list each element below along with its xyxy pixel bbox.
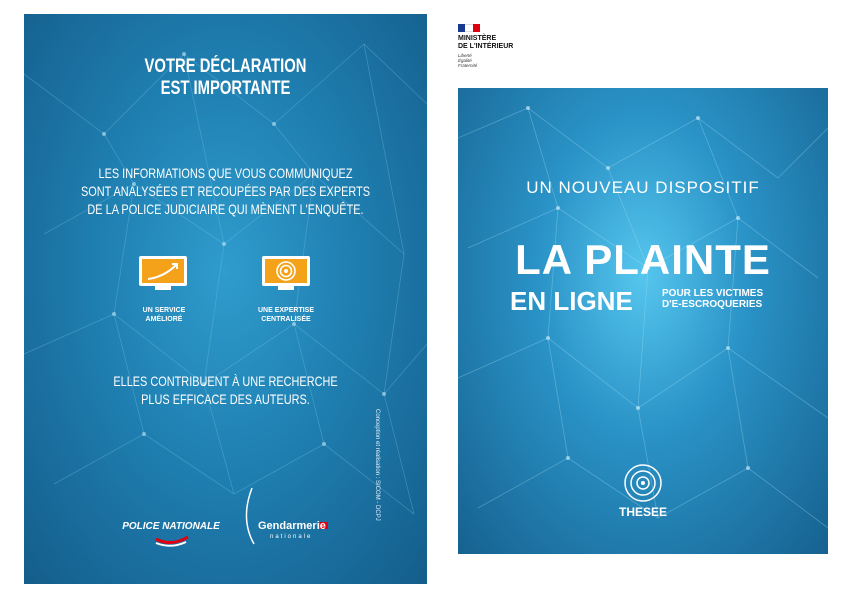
feature-label: CENTRALISÉE — [261, 316, 311, 323]
thesee-label: THESEE — [618, 505, 667, 519]
print-reference: Conception et réalisation : SICOM - DCPJ — [374, 409, 380, 521]
ministry-name — [458, 35, 558, 51]
motto-line: Égalité — [458, 58, 472, 63]
victims-tagline — [662, 288, 763, 310]
thesee-logo — [615, 461, 671, 521]
info-paragraph — [68, 164, 382, 218]
declaration-title — [68, 56, 382, 100]
gendarmerie-label: Gendarmerie — [258, 520, 326, 532]
target-monitor-icon — [262, 256, 310, 290]
contribution-paragraph — [68, 372, 382, 408]
marianne-flag-icon — [458, 24, 480, 32]
info-line: LES INFORMATIONS QUE VOUS COMMUNIQUEZ — [98, 165, 353, 181]
ministry-name-line: MINISTÈRE — [458, 35, 497, 42]
feature-centralized-expertise — [246, 306, 326, 324]
police-label: POLICE NATIONALE — [122, 521, 220, 532]
police-nationale-logo — [116, 509, 226, 549]
victims-line: D'E-ESCROQUERIES — [662, 299, 763, 310]
feature-improved-service — [124, 306, 204, 324]
title-line: VOTRE DÉCLARATION — [144, 56, 307, 77]
complaint-title: LA PLAINTE — [515, 236, 771, 283]
feature-label: UN SERVICE — [142, 307, 186, 314]
ministry-name-line: DE L'INTÉRIEUR — [458, 43, 514, 50]
contribution-line: PLUS EFFICACE DES AUTEURS. — [141, 391, 310, 407]
gendarmerie-logo — [240, 484, 340, 554]
leaflet-back-panel — [24, 14, 427, 584]
info-line: DE LA POLICE JUDICIAIRE QUI MÈNENT L'ENQUÊTE. — [87, 201, 364, 217]
new-device-subtitle: UN NOUVEAU DISPOSITIF — [526, 178, 760, 197]
ministry-motto — [458, 53, 558, 68]
feature-label: UNE EXPERTISE — [257, 307, 314, 314]
motto-line: Liberté — [458, 53, 472, 58]
victims-line: POUR LES VICTIMES — [662, 288, 764, 299]
leaflet-cover-panel — [458, 88, 828, 554]
feature-label: AMÉLIORÉ — [145, 316, 183, 323]
contribution-line: ELLES CONTRIBUENT À UNE RECHERCHE — [113, 373, 338, 389]
ministry-header — [458, 24, 558, 68]
info-line: SONT ANALYSÉES ET RECOUPÉES PAR DES EXPERTS — [80, 183, 371, 199]
title-line: EST IMPORTANTE — [160, 78, 291, 99]
trend-up-monitor-icon — [139, 256, 187, 290]
gendarmerie-sublabel: nationale — [270, 534, 313, 540]
motto-line: Fraternité — [458, 63, 478, 68]
online-title: EN LIGNE — [510, 286, 633, 316]
